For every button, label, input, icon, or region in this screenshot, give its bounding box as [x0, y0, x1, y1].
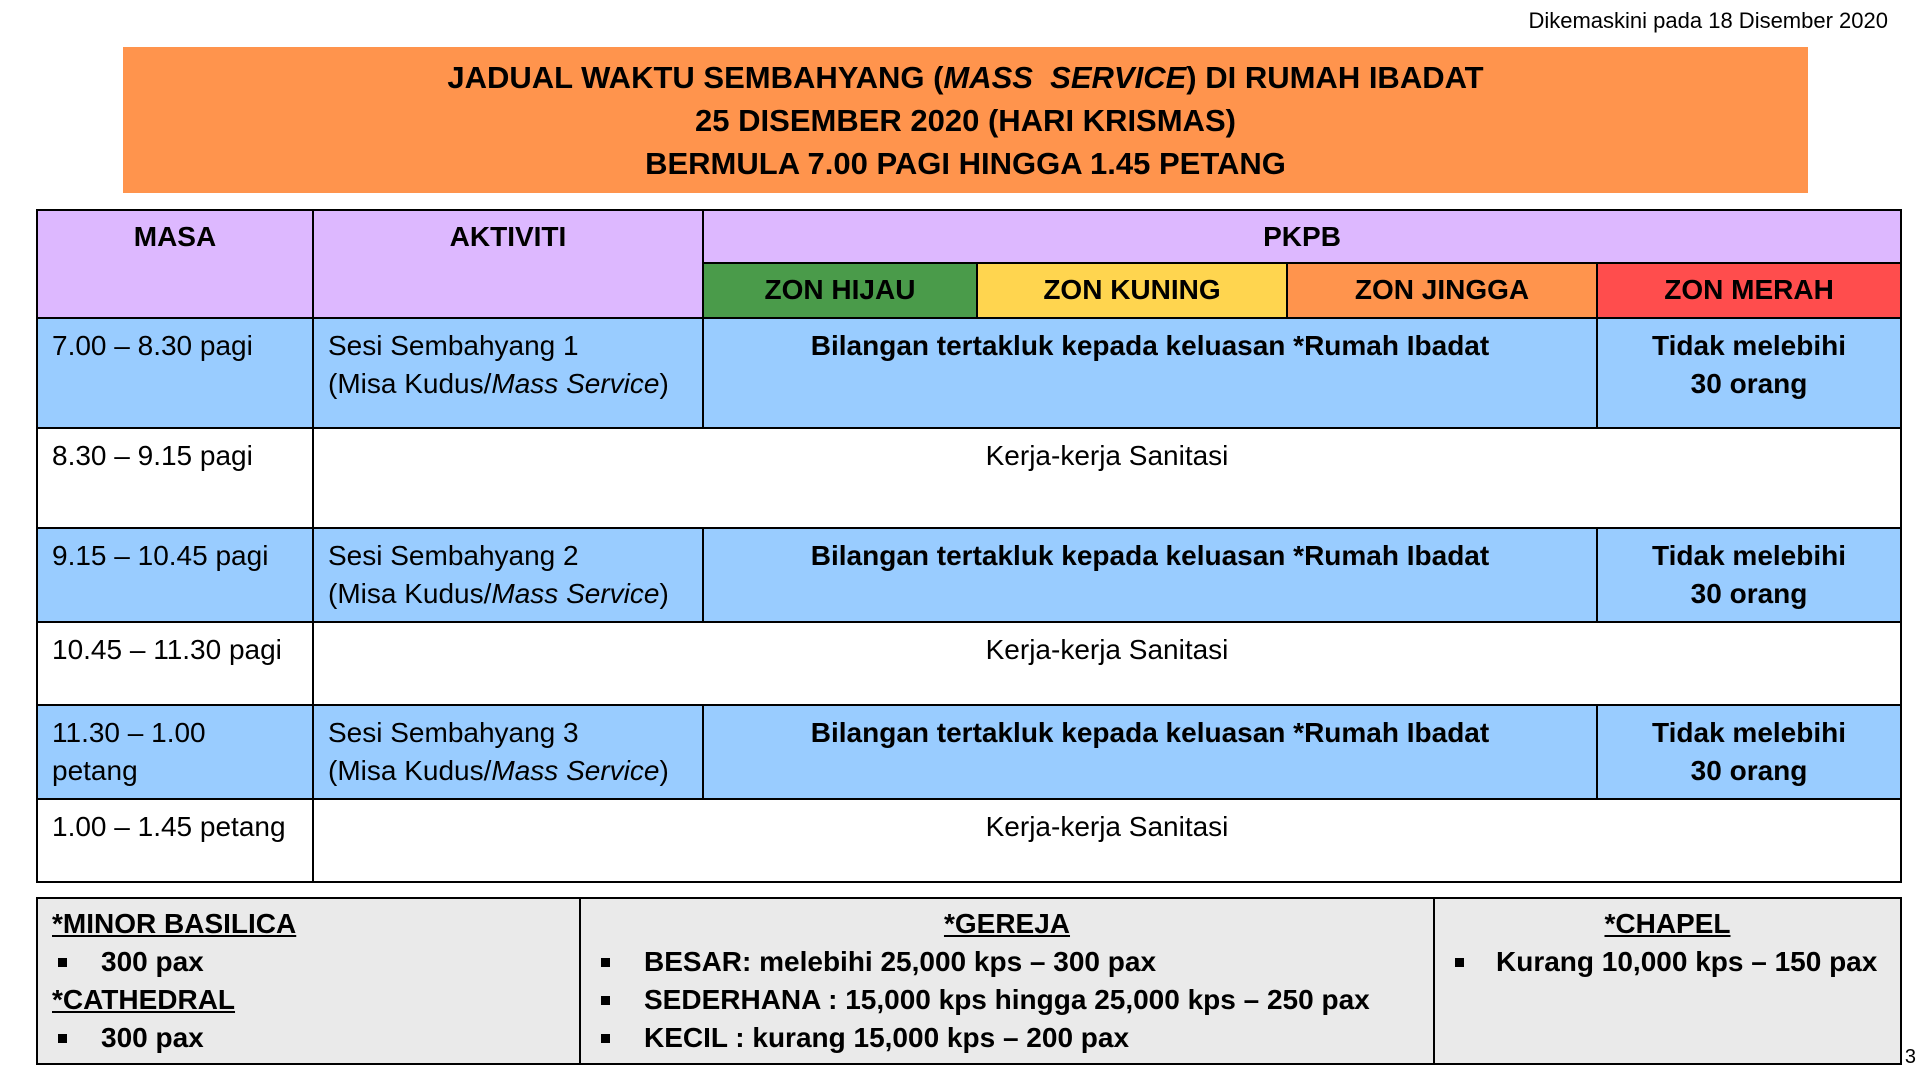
sanitation-cell: Kerja-kerja Sanitasi [313, 622, 1901, 705]
banner-line-1-part-a: JADUAL WAKTU SEMBAHYANG ( [447, 59, 944, 95]
page-number: 3 [1904, 1046, 1916, 1068]
activity-italic: Mass Service [491, 368, 660, 399]
capacity-cell: Bilangan tertakluk kepada keluasan *Rumah Ibadat [703, 528, 1597, 622]
list-item [52, 1019, 565, 1057]
basilica-value: 300 pax [101, 946, 204, 977]
bullet-icon [601, 1034, 610, 1043]
activity-post: ) [659, 578, 669, 609]
table-row [37, 528, 1901, 622]
basilica-cathedral-cell [37, 898, 580, 1064]
time-cell: 1.00 – 1.45 petang [37, 799, 313, 882]
zone-jingga: ZON JINGGA [1287, 263, 1597, 318]
title-banner [123, 47, 1808, 193]
capacity-cell: Bilangan tertakluk kepada keluasan *Rumah Ibadat [703, 318, 1597, 428]
time-line-2: petang [52, 755, 138, 786]
red-zone-line-1: Tidak melebihi [1652, 540, 1847, 571]
activity-session: Sesi Sembahyang 1 [328, 330, 579, 361]
bullet-icon [601, 958, 610, 967]
chapel-cell [1434, 898, 1901, 1064]
zone-merah: ZON MERAH [1597, 263, 1901, 318]
banner-line-1-part-c: ) DI RUMAH IBADAT [1186, 59, 1484, 95]
activity-type [328, 575, 688, 613]
red-zone-line-1: Tidak melebihi [1652, 717, 1847, 748]
bullet-icon [58, 958, 67, 967]
schedule-table [36, 209, 1902, 883]
cathedral-value: 300 pax [101, 1022, 204, 1053]
red-zone-line-1: Tidak melebihi [1652, 330, 1847, 361]
bullet-icon [58, 1034, 67, 1043]
list-item [1449, 943, 1886, 981]
gereja-cell [580, 898, 1434, 1064]
activity-type [328, 365, 688, 403]
header-aktiviti: AKTIVITI [313, 210, 703, 318]
activity-cell [313, 705, 703, 799]
header-pkpb: PKPB [703, 210, 1901, 263]
time-cell: 9.15 – 10.45 pagi [37, 528, 313, 622]
time-cell [37, 705, 313, 799]
header-masa: MASA [37, 210, 313, 318]
gereja-item: KECIL : kurang 15,000 kps – 200 pax [644, 1022, 1130, 1053]
list-item [595, 981, 1419, 1019]
activity-post: ) [659, 368, 669, 399]
gereja-title: *GEREJA [943, 908, 1071, 939]
basilica-title: *MINOR BASILICA [52, 908, 297, 939]
red-zone-line-2: 30 orang [1690, 755, 1808, 786]
cathedral-title: *CATHEDRAL [52, 984, 236, 1015]
table-row [37, 799, 1901, 882]
gereja-item: SEDERHANA : 15,000 kps hingga 25,000 kps – 250 pax [644, 984, 1370, 1015]
bullet-icon [601, 996, 610, 1005]
list-item [595, 943, 1419, 981]
activity-pre: (Misa Kudus/ [328, 578, 492, 609]
red-zone-cell [1597, 705, 1901, 799]
updated-date: Dikemaskini pada 18 Disember 2020 [1528, 8, 1888, 33]
red-zone-line-2: 30 orang [1690, 368, 1808, 399]
table-row [37, 705, 1901, 799]
gereja-item: BESAR: melebihi 25,000 kps – 300 pax [644, 946, 1157, 977]
red-zone-cell [1597, 528, 1901, 622]
list-item [595, 1019, 1419, 1057]
time-cell: 8.30 – 9.15 pagi [37, 428, 313, 528]
table-row [37, 622, 1901, 705]
activity-type [328, 752, 688, 790]
banner-line-1-italic: MASS SERVICE [943, 59, 1187, 95]
chapel-title: *CHAPEL [1604, 908, 1731, 939]
activity-pre: (Misa Kudus/ [328, 755, 492, 786]
table-row [37, 318, 1901, 428]
table-row [37, 428, 1901, 528]
activity-cell [313, 318, 703, 428]
activity-session: Sesi Sembahyang 3 [328, 717, 579, 748]
red-zone-cell [1597, 318, 1901, 428]
banner-line-3: BERMULA 7.00 PAGI HINGGA 1.45 PETANG [645, 145, 1286, 181]
time-cell: 10.45 – 11.30 pagi [37, 622, 313, 705]
red-zone-line-2: 30 orang [1690, 578, 1808, 609]
sanitation-cell: Kerja-kerja Sanitasi [313, 799, 1901, 882]
activity-cell [313, 528, 703, 622]
banner-line-1 [447, 56, 1483, 99]
time-line-1: 11.30 – 1.00 [52, 717, 206, 748]
chapel-item: Kurang 10,000 kps – 150 pax [1496, 946, 1878, 977]
activity-italic: Mass Service [491, 578, 660, 609]
activity-post: ) [659, 755, 669, 786]
zone-kuning: ZON KUNING [977, 263, 1287, 318]
list-item [52, 943, 565, 981]
capacity-cell: Bilangan tertakluk kepada keluasan *Rumah Ibadat [703, 705, 1597, 799]
time-cell: 7.00 – 8.30 pagi [37, 318, 313, 428]
activity-pre: (Misa Kudus/ [328, 368, 492, 399]
sanitation-cell: Kerja-kerja Sanitasi [313, 428, 1901, 528]
activity-italic: Mass Service [491, 755, 660, 786]
activity-session: Sesi Sembahyang 2 [328, 540, 579, 571]
venue-capacity-table [36, 897, 1902, 1065]
zone-hijau: ZON HIJAU [703, 263, 977, 318]
bullet-icon [1455, 958, 1464, 967]
banner-line-2: 25 DISEMBER 2020 (HARI KRISMAS) [695, 102, 1236, 138]
